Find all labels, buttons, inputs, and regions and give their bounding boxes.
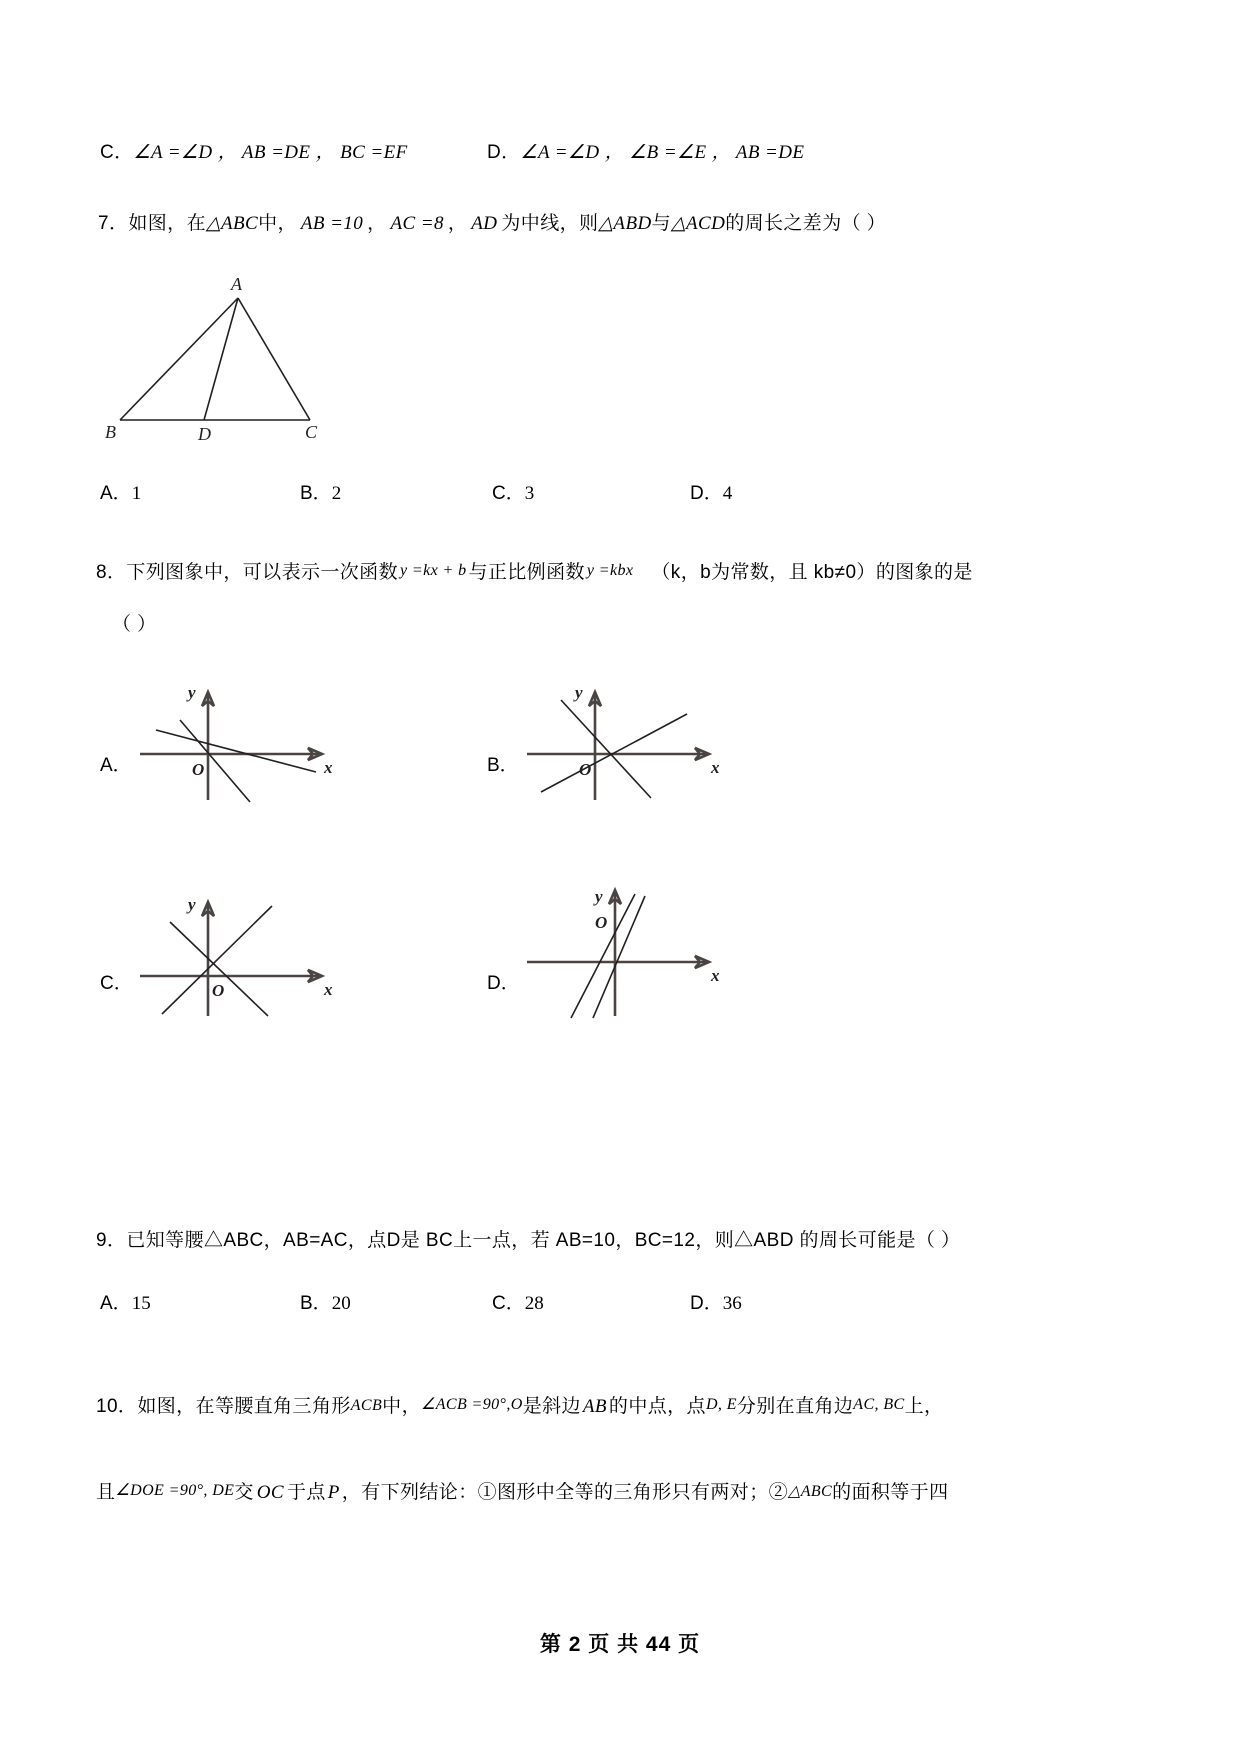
q7-ac-value: AC =8 — [390, 213, 444, 234]
q10-l2-i: 的面积等于四 — [832, 1482, 949, 1503]
q9-option-d-value: 36 — [722, 1293, 742, 1314]
x-axis-label-a: x — [324, 758, 333, 777]
q10-points-de: D, E — [705, 1396, 737, 1413]
q7-option-d — [690, 478, 732, 505]
q10-l2-e: 于点 — [286, 1482, 326, 1503]
q8-graph-c-label: C． — [100, 973, 133, 994]
q9-option-a — [100, 1288, 151, 1315]
q8-graph-a-label: A． — [100, 755, 132, 776]
q7-ab-value: AB =10 — [300, 213, 364, 234]
graph-option-a — [140, 672, 340, 802]
q7-stem-p7: 的周长之差为（ ） — [725, 213, 887, 234]
q7-stem-p4: ， — [447, 213, 468, 234]
q8-stem — [96, 558, 973, 586]
q7-option-d-value: 4 — [722, 483, 733, 504]
q10-l1-a: 如图，在等腰直角三角形 — [137, 1396, 351, 1417]
segment-ac — [238, 298, 310, 420]
graph-option-c — [140, 888, 340, 1018]
q7-option-b-label: B． — [300, 483, 332, 504]
vertex-label-d: D — [198, 424, 211, 444]
q7-stem-p1: 如图，在 — [128, 213, 206, 234]
q10-angle-doe: ∠DOE =90°, DE — [115, 1482, 235, 1499]
q7-ad-label: AD — [471, 213, 498, 234]
q10-l2-g: ，有下列结论：①图形中全等的三角形只有两对；② — [341, 1482, 788, 1503]
q10-l1-e: 是斜边 — [522, 1396, 581, 1417]
q10-point-p: P — [327, 1482, 340, 1503]
line-a-2 — [180, 720, 250, 802]
q9-stem — [96, 1228, 960, 1254]
q9-option-a-value: 15 — [131, 1293, 151, 1314]
q7-option-c-label: C． — [492, 483, 525, 504]
q9-option-b-label: B． — [300, 1293, 332, 1314]
q9-option-b-value: 20 — [331, 1293, 351, 1314]
q10-l2-c: 交 — [234, 1482, 254, 1503]
q7-options — [100, 478, 1160, 504]
q9-option-b — [300, 1288, 351, 1315]
q6-option-c — [100, 140, 408, 166]
q7-option-b-value: 2 — [331, 483, 342, 504]
origin-label-b: O — [579, 760, 592, 779]
q8-stem-p2: 与正比例函数 — [468, 562, 585, 583]
q9-option-a-label: A． — [100, 1293, 132, 1314]
vertex-label-a: A — [231, 274, 242, 294]
q10-l1-g: 的中点，点 — [608, 1396, 706, 1417]
q7-triangle-acd: △ACD — [670, 213, 726, 234]
x-axis-label-d: x — [711, 966, 720, 985]
q6-option-d — [487, 140, 804, 166]
y-axis-label-a: y — [188, 683, 196, 702]
q10-segment-oc: OC — [256, 1482, 284, 1503]
q10-number: 10． — [96, 1396, 138, 1417]
q6-option-d-label: D． — [487, 142, 521, 163]
q7-option-a — [100, 478, 141, 505]
q9-options — [100, 1288, 1160, 1314]
q9-option-d — [690, 1288, 742, 1315]
q8-number: 8． — [96, 562, 127, 583]
q9-option-d-label: D． — [690, 1293, 723, 1314]
q8-stem-p3: （k，b为常数，且 kb≠0）的图象的是 — [651, 562, 973, 583]
q10-segment-ab: AB — [582, 1396, 607, 1417]
vertex-label-c: C — [305, 422, 318, 442]
q7-triangle-abd: △ABD — [598, 213, 652, 234]
q10-l1-i: 分别在直角边 — [736, 1396, 854, 1417]
q7-stem — [98, 211, 886, 237]
q6-option-c-label: C． — [100, 142, 134, 163]
y-axis-label-c: y — [188, 895, 196, 914]
q7-number: 7． — [98, 213, 129, 234]
q7-stem-p5: 为中线，则 — [501, 213, 599, 234]
q8-graph-d-label: D． — [487, 973, 520, 994]
origin-label-c: O — [212, 981, 225, 1000]
q10-l2-a: 且 — [96, 1482, 116, 1503]
q7-stem-p3: ， — [367, 213, 387, 234]
origin-label-d: O — [595, 913, 608, 932]
q8-stem-p1: 下列图象中，可以表示一次函数 — [126, 562, 398, 583]
q9-number: 9． — [96, 1230, 127, 1251]
q10-stem-line1 — [96, 1392, 943, 1420]
q10-legs-ac-bc: AC, BC — [853, 1396, 905, 1413]
q10-stem-line2 — [96, 1478, 949, 1506]
y-axis-label-d: y — [595, 887, 603, 906]
q9-option-c — [492, 1288, 544, 1315]
q7-option-a-label: A． — [100, 483, 132, 504]
q10-triangle-abc: △ABC — [788, 1483, 833, 1500]
q6-option-d-text: ∠A =∠D ， ∠B =∠E ， AB =DE — [520, 142, 805, 163]
q7-option-c-value: 3 — [524, 483, 535, 504]
x-axis-label-b: x — [711, 758, 720, 777]
q7-triangle-abc: △ABC — [205, 213, 259, 234]
q7-option-c — [492, 478, 534, 505]
q7-option-b — [300, 478, 341, 505]
q7-option-a-value: 1 — [131, 483, 142, 504]
q7-stem-p6: 与 — [651, 213, 671, 234]
q8-stem-cont — [112, 612, 156, 638]
q10-triangle-acb: ACB — [350, 1397, 383, 1414]
vertex-label-b: B — [105, 422, 116, 442]
q9-stem-text: 已知等腰△ABC，AB=AC，点D是 BC上一点，若 AB=10，BC=12，则△ABD 的周长可能是（ ） — [126, 1230, 961, 1251]
q8-graph-b-label: B． — [487, 755, 519, 776]
line-a-1 — [156, 730, 316, 772]
page-footer — [0, 1628, 1240, 1658]
y-axis-label-b: y — [575, 683, 583, 702]
line-b-2 — [561, 700, 651, 798]
line-c-2 — [170, 922, 268, 1016]
graph-option-b — [527, 672, 727, 802]
q9-option-c-value: 28 — [524, 1293, 544, 1314]
q10-angle-acb: ∠ACB =90°,O — [420, 1396, 523, 1413]
q6-option-c-text: ∠A =∠D ， AB =DE ， BC =EF — [133, 142, 408, 163]
page-footer-text: 第 2 页 共 44 页 — [539, 1633, 701, 1656]
q9-option-c-label: C． — [492, 1293, 525, 1314]
q7-figure-triangle — [100, 272, 350, 442]
q8-function-linear: y =kx + b — [399, 562, 467, 579]
q8-function-proportional: y =kbx — [586, 562, 634, 579]
q7-option-d-label: D． — [690, 483, 723, 504]
q10-l1-k: 上， — [904, 1396, 944, 1417]
x-axis-label-c: x — [324, 980, 333, 999]
q8-stem-p4: （ ） — [112, 614, 157, 635]
q10-l1-c: 中， — [382, 1396, 421, 1417]
origin-label-a: O — [192, 760, 205, 779]
q7-stem-p2: 中， — [258, 213, 297, 234]
graph-option-d — [527, 880, 727, 1020]
